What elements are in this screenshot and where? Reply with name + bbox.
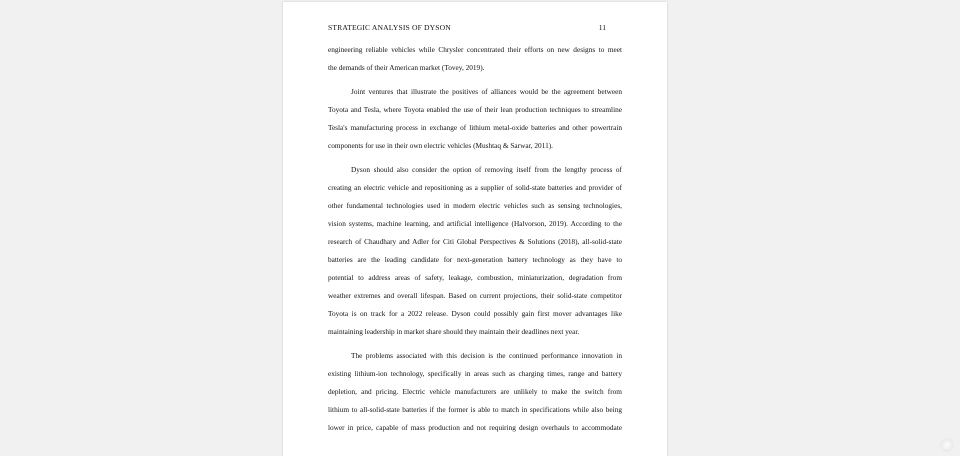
text-line: existing lithium-ion technology, specifically in areas such as charging times, range and battery xyxy=(328,369,622,378)
text-line: creating an electric vehicle and repositioning as a supplier of solid-state batteries and provider of xyxy=(328,183,622,192)
text-line: Tesla's manufacturing process in exchange of lithium metal-oxide batteries and other powertrain xyxy=(328,123,622,132)
text-line: depletion, and pricing. Electric vehicle manufacturers are unlikely to make the switch from xyxy=(328,387,622,396)
text-line: engineering reliable vehicles while Chrysler concentrated their efforts on new designs to meet xyxy=(328,45,622,54)
body-text xyxy=(328,41,622,437)
text-line: research of Chaudhary and Adler for Citi Global Perspectives & Solutions (2018), all-solid-state xyxy=(328,237,622,246)
page-number: 11 xyxy=(598,23,606,32)
text-line: The problems associated with this decision is the continued performance innovation in xyxy=(351,351,622,360)
paragraph xyxy=(328,347,622,437)
text-line: potential to address areas of safety, leakage, combustion, miniaturization, degradation from xyxy=(328,273,622,282)
text-line: Toyota and Tesla, where Toyota enabled the use of their lean production techniques to streamline xyxy=(328,105,622,114)
text-line: Dyson should also consider the option of removing itself from the lengthy process of xyxy=(351,165,622,174)
text-line: lower in price, capable of mass production and not requiring design overhauls to accommodate xyxy=(328,423,622,432)
text-line: maintaining leadership in market share should they maintain their deadlines next year. xyxy=(328,327,580,336)
text-line: lithium to all-solid-state batteries if the former is able to match in specifications while also being xyxy=(328,405,622,414)
text-line: batteries are the leading candidate for next-generation battery technology as they have to xyxy=(328,255,622,264)
text-line: weather extremes and overall lifespan. Based on current projections, their solid-state competitor xyxy=(328,291,622,300)
paragraph xyxy=(328,161,622,341)
document-page xyxy=(283,2,667,456)
text-line: Toyota is on track for a 2022 release. Dyson could possibly gain first mover advantages like xyxy=(328,309,622,318)
paragraph xyxy=(328,83,622,155)
text-line: other fundamental technologies used in modern electric vehicles such as sensing technologies, xyxy=(328,201,622,210)
paragraph xyxy=(328,41,622,77)
text-line: the demands of their American market (Tovey, 2019). xyxy=(328,63,485,72)
text-line: components for use in their own electric vehicles (Mushtaq & Sarwar, 2011). xyxy=(328,141,553,150)
text-line: vision systems, machine learning, and artificial intelligence (Halvorson, 2019). According to the xyxy=(328,219,622,228)
text-line: Joint ventures that illustrate the positives of alliances would be the agreement between xyxy=(351,87,622,96)
scroll-corner-indicator xyxy=(940,438,954,452)
running-head: STRATEGIC ANALYSIS OF DYSON xyxy=(328,23,451,32)
